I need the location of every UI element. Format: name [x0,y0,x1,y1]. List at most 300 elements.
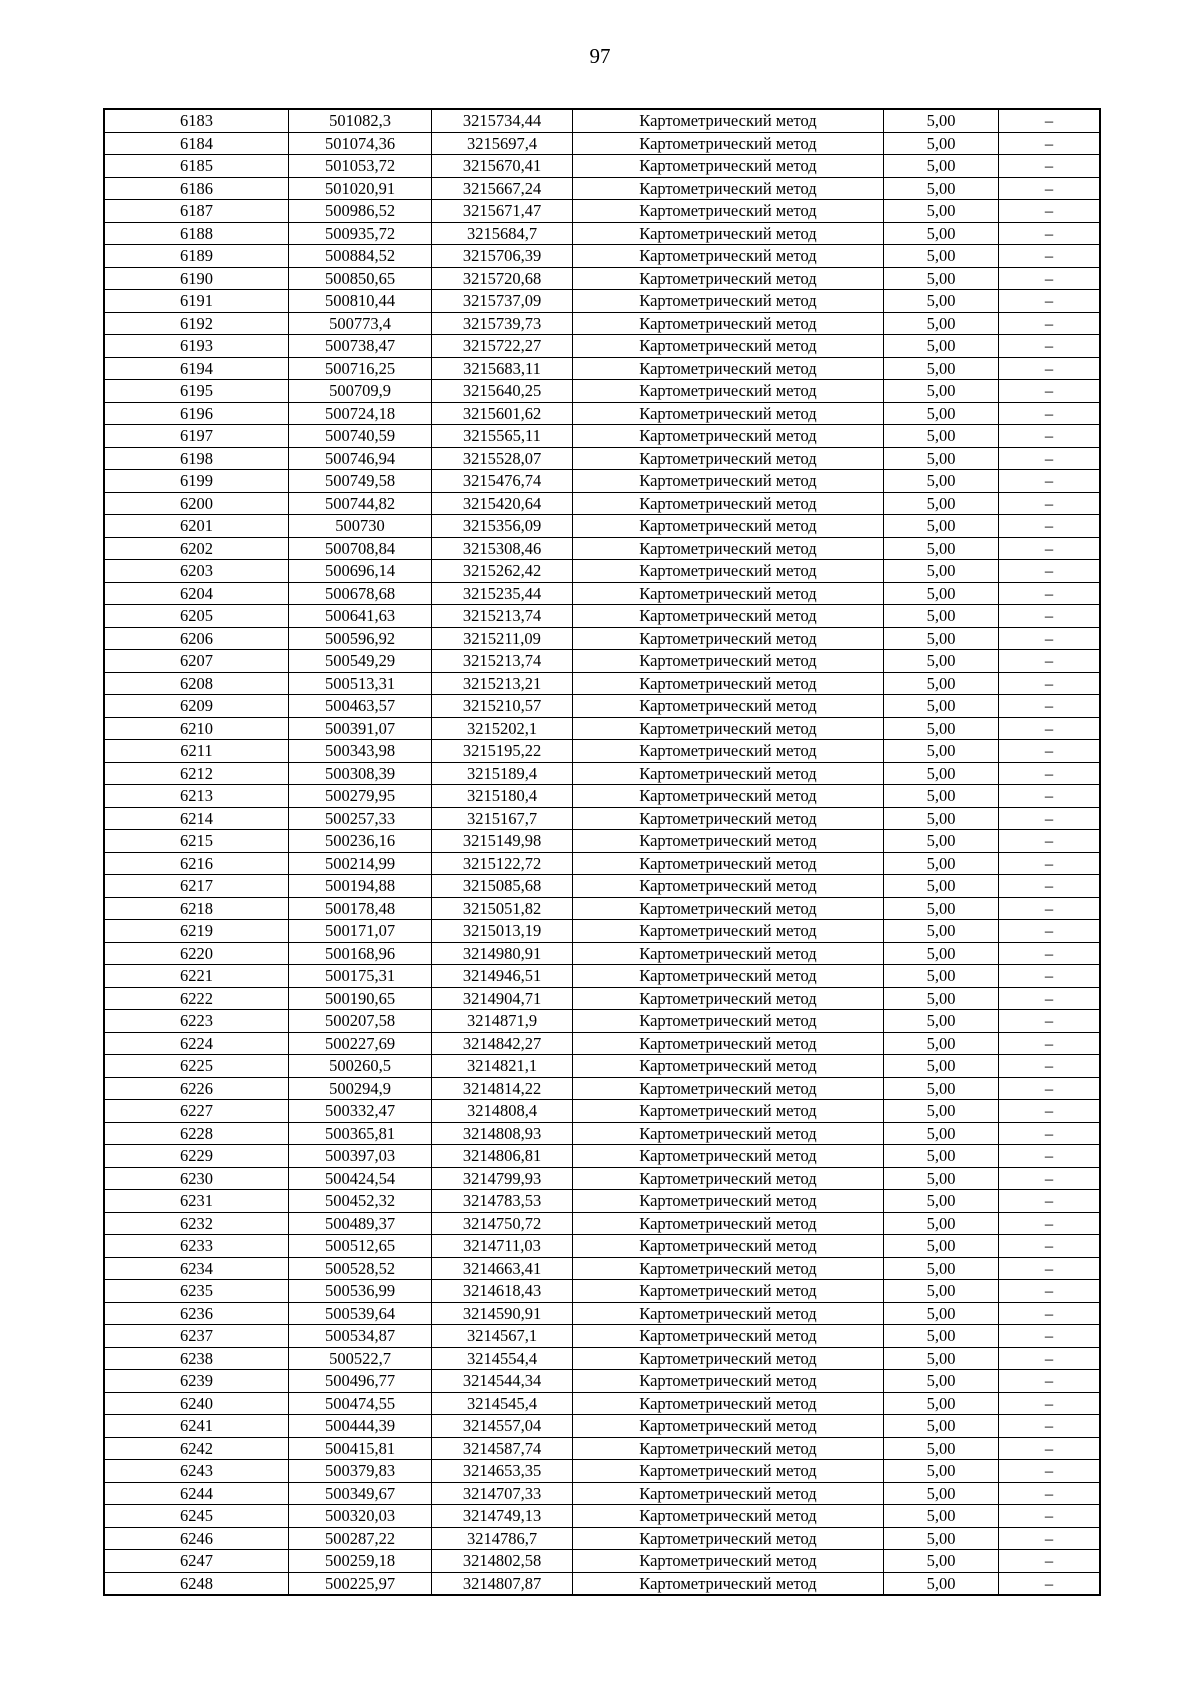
y-coordinate-cell: 3214567,1 [432,1325,573,1348]
method-cell: Картометрический метод [573,1392,884,1415]
point-number-cell: 6245 [104,1505,289,1528]
point-number-cell: 6225 [104,1055,289,1078]
table-row [104,920,1100,943]
description-cell: – [999,155,1101,178]
table-row [104,335,1100,358]
point-number-cell: 6246 [104,1527,289,1550]
accuracy-cell: 5,00 [884,785,999,808]
method-cell: Картометрический метод [573,1145,884,1168]
table-row [104,830,1100,853]
y-coordinate-cell: 3215202,1 [432,717,573,740]
accuracy-cell: 5,00 [884,1190,999,1213]
accuracy-cell: 5,00 [884,267,999,290]
table-row [104,1212,1100,1235]
description-cell: – [999,132,1101,155]
y-coordinate-cell: 3214653,35 [432,1460,573,1483]
point-number-cell: 6193 [104,335,289,358]
table-row [104,1280,1100,1303]
accuracy-cell: 5,00 [884,425,999,448]
y-coordinate-cell: 3215013,19 [432,920,573,943]
table-row [104,1527,1100,1550]
point-number-cell: 6208 [104,672,289,695]
x-coordinate-cell: 500397,03 [289,1145,432,1168]
table-row [104,515,1100,538]
description-cell: – [999,1032,1101,1055]
method-cell: Картометрический метод [573,1257,884,1280]
table-row [104,1370,1100,1393]
coordinates-table-body [104,109,1100,1595]
table-row [104,200,1100,223]
method-cell: Картометрический метод [573,582,884,605]
accuracy-cell: 5,00 [884,1145,999,1168]
method-cell: Картометрический метод [573,920,884,943]
description-cell: – [999,1392,1101,1415]
description-cell: – [999,740,1101,763]
y-coordinate-cell: 3214545,4 [432,1392,573,1415]
point-number-cell: 6247 [104,1550,289,1573]
description-cell: – [999,109,1101,132]
table-row [104,1257,1100,1280]
description-cell: – [999,515,1101,538]
point-number-cell: 6188 [104,222,289,245]
accuracy-cell: 5,00 [884,335,999,358]
table-row [104,695,1100,718]
accuracy-cell: 5,00 [884,515,999,538]
x-coordinate-cell: 500496,77 [289,1370,432,1393]
y-coordinate-cell: 3214587,74 [432,1437,573,1460]
y-coordinate-cell: 3215213,74 [432,650,573,673]
description-cell: – [999,1055,1101,1078]
description-cell: – [999,605,1101,628]
method-cell: Картометрический метод [573,807,884,830]
point-number-cell: 6206 [104,627,289,650]
point-number-cell: 6195 [104,380,289,403]
method-cell: Картометрический метод [573,1122,884,1145]
method-cell: Картометрический метод [573,1437,884,1460]
method-cell: Картометрический метод [573,965,884,988]
method-cell: Картометрический метод [573,1415,884,1438]
y-coordinate-cell: 3215235,44 [432,582,573,605]
accuracy-cell: 5,00 [884,1415,999,1438]
accuracy-cell: 5,00 [884,1257,999,1280]
method-cell: Картометрический метод [573,357,884,380]
table-row [104,762,1100,785]
point-number-cell: 6241 [104,1415,289,1438]
method-cell: Картометрический метод [573,492,884,515]
x-coordinate-cell: 500474,55 [289,1392,432,1415]
point-number-cell: 6231 [104,1190,289,1213]
x-coordinate-cell: 500175,31 [289,965,432,988]
point-number-cell: 6223 [104,1010,289,1033]
x-coordinate-cell: 500279,95 [289,785,432,808]
accuracy-cell: 5,00 [884,830,999,853]
x-coordinate-cell: 500512,65 [289,1235,432,1258]
accuracy-cell: 5,00 [884,1010,999,1033]
point-number-cell: 6197 [104,425,289,448]
y-coordinate-cell: 3215734,44 [432,109,573,132]
description-cell: – [999,650,1101,673]
y-coordinate-cell: 3215720,68 [432,267,573,290]
y-coordinate-cell: 3215697,4 [432,132,573,155]
point-number-cell: 6205 [104,605,289,628]
method-cell: Картометрический метод [573,537,884,560]
point-number-cell: 6221 [104,965,289,988]
method-cell: Картометрический метод [573,222,884,245]
y-coordinate-cell: 3215213,74 [432,605,573,628]
table-row [104,1437,1100,1460]
x-coordinate-cell: 500168,96 [289,942,432,965]
x-coordinate-cell: 500986,52 [289,200,432,223]
y-coordinate-cell: 3214544,34 [432,1370,573,1393]
x-coordinate-cell: 500190,65 [289,987,432,1010]
accuracy-cell: 5,00 [884,155,999,178]
table-row [104,290,1100,313]
table-row [104,1392,1100,1415]
x-coordinate-cell: 500225,97 [289,1572,432,1595]
accuracy-cell: 5,00 [884,245,999,268]
description-cell: – [999,245,1101,268]
accuracy-cell: 5,00 [884,200,999,223]
y-coordinate-cell: 3215051,82 [432,897,573,920]
method-cell: Картометрический метод [573,1572,884,1595]
coordinates-table [103,108,1101,1596]
description-cell: – [999,1527,1101,1550]
x-coordinate-cell: 500257,33 [289,807,432,830]
y-coordinate-cell: 3215085,68 [432,875,573,898]
table-row [104,1032,1100,1055]
x-coordinate-cell: 500207,58 [289,1010,432,1033]
x-coordinate-cell: 500596,92 [289,627,432,650]
description-cell: – [999,312,1101,335]
accuracy-cell: 5,00 [884,1167,999,1190]
y-coordinate-cell: 3215476,74 [432,470,573,493]
table-row [104,537,1100,560]
description-cell: – [999,1212,1101,1235]
y-coordinate-cell: 3215213,21 [432,672,573,695]
point-number-cell: 6198 [104,447,289,470]
x-coordinate-cell: 500549,29 [289,650,432,673]
description-cell: – [999,1122,1101,1145]
description-cell: – [999,402,1101,425]
table-row [104,402,1100,425]
method-cell: Картометрический метод [573,875,884,898]
accuracy-cell: 5,00 [884,1437,999,1460]
y-coordinate-cell: 3215528,07 [432,447,573,470]
table-row [104,740,1100,763]
method-cell: Картометрический метод [573,177,884,200]
y-coordinate-cell: 3214707,33 [432,1482,573,1505]
x-coordinate-cell: 500773,4 [289,312,432,335]
accuracy-cell: 5,00 [884,650,999,673]
accuracy-cell: 5,00 [884,380,999,403]
x-coordinate-cell: 500730 [289,515,432,538]
method-cell: Картометрический метод [573,560,884,583]
point-number-cell: 6203 [104,560,289,583]
y-coordinate-cell: 3215180,4 [432,785,573,808]
x-coordinate-cell: 500194,88 [289,875,432,898]
table-row [104,942,1100,965]
method-cell: Картометрический метод [573,155,884,178]
method-cell: Картометрический метод [573,335,884,358]
method-cell: Картометрический метод [573,1347,884,1370]
method-cell: Картометрический метод [573,987,884,1010]
description-cell: – [999,830,1101,853]
description-cell: – [999,177,1101,200]
point-number-cell: 6212 [104,762,289,785]
description-cell: – [999,965,1101,988]
point-number-cell: 6240 [104,1392,289,1415]
x-coordinate-cell: 500935,72 [289,222,432,245]
method-cell: Картометрический метод [573,380,884,403]
description-cell: – [999,672,1101,695]
description-cell: – [999,1370,1101,1393]
y-coordinate-cell: 3214786,7 [432,1527,573,1550]
y-coordinate-cell: 3214806,81 [432,1145,573,1168]
accuracy-cell: 5,00 [884,357,999,380]
accuracy-cell: 5,00 [884,560,999,583]
accuracy-cell: 5,00 [884,1100,999,1123]
y-coordinate-cell: 3215684,7 [432,222,573,245]
description-cell: – [999,357,1101,380]
accuracy-cell: 5,00 [884,582,999,605]
accuracy-cell: 5,00 [884,672,999,695]
method-cell: Картометрический метод [573,830,884,853]
accuracy-cell: 5,00 [884,897,999,920]
description-cell: – [999,942,1101,965]
point-number-cell: 6211 [104,740,289,763]
method-cell: Картометрический метод [573,785,884,808]
description-cell: – [999,875,1101,898]
point-number-cell: 6204 [104,582,289,605]
description-cell: – [999,425,1101,448]
x-coordinate-cell: 500259,18 [289,1550,432,1573]
description-cell: – [999,222,1101,245]
table-row [104,785,1100,808]
method-cell: Картометрический метод [573,627,884,650]
table-row [104,245,1100,268]
y-coordinate-cell: 3215640,25 [432,380,573,403]
description-cell: – [999,290,1101,313]
method-cell: Картометрический метод [573,650,884,673]
table-row [104,1190,1100,1213]
table-row [104,1145,1100,1168]
table-row [104,222,1100,245]
method-cell: Картометрический метод [573,1077,884,1100]
point-number-cell: 6217 [104,875,289,898]
x-coordinate-cell: 500214,99 [289,852,432,875]
y-coordinate-cell: 3214871,9 [432,1010,573,1033]
table-row [104,650,1100,673]
point-number-cell: 6201 [104,515,289,538]
accuracy-cell: 5,00 [884,852,999,875]
point-number-cell: 6219 [104,920,289,943]
x-coordinate-cell: 500236,16 [289,830,432,853]
table-row [104,1167,1100,1190]
x-coordinate-cell: 500513,31 [289,672,432,695]
accuracy-cell: 5,00 [884,1392,999,1415]
x-coordinate-cell: 500171,07 [289,920,432,943]
x-coordinate-cell: 500534,87 [289,1325,432,1348]
accuracy-cell: 5,00 [884,1347,999,1370]
method-cell: Картометрический метод [573,1325,884,1348]
y-coordinate-cell: 3214842,27 [432,1032,573,1055]
description-cell: – [999,897,1101,920]
x-coordinate-cell: 500415,81 [289,1437,432,1460]
accuracy-cell: 5,00 [884,1325,999,1348]
point-number-cell: 6199 [104,470,289,493]
description-cell: – [999,1167,1101,1190]
accuracy-cell: 5,00 [884,1212,999,1235]
y-coordinate-cell: 3215122,72 [432,852,573,875]
point-number-cell: 6192 [104,312,289,335]
method-cell: Картометрический метод [573,717,884,740]
y-coordinate-cell: 3214808,4 [432,1100,573,1123]
description-cell: – [999,695,1101,718]
table-row [104,897,1100,920]
y-coordinate-cell: 3214618,43 [432,1280,573,1303]
description-cell: – [999,1302,1101,1325]
method-cell: Картометрический метод [573,1527,884,1550]
method-cell: Картометрический метод [573,1010,884,1033]
y-coordinate-cell: 3214904,71 [432,987,573,1010]
y-coordinate-cell: 3215189,4 [432,762,573,785]
description-cell: – [999,537,1101,560]
y-coordinate-cell: 3215670,41 [432,155,573,178]
table-row [104,1347,1100,1370]
accuracy-cell: 5,00 [884,492,999,515]
accuracy-cell: 5,00 [884,132,999,155]
description-cell: – [999,492,1101,515]
x-coordinate-cell: 500444,39 [289,1415,432,1438]
accuracy-cell: 5,00 [884,965,999,988]
description-cell: – [999,335,1101,358]
table-row [104,1415,1100,1438]
x-coordinate-cell: 500178,48 [289,897,432,920]
x-coordinate-cell: 500489,37 [289,1212,432,1235]
x-coordinate-cell: 500678,68 [289,582,432,605]
x-coordinate-cell: 500294,9 [289,1077,432,1100]
accuracy-cell: 5,00 [884,1280,999,1303]
accuracy-cell: 5,00 [884,1122,999,1145]
point-number-cell: 6239 [104,1370,289,1393]
point-number-cell: 6184 [104,132,289,155]
accuracy-cell: 5,00 [884,740,999,763]
x-coordinate-cell: 500539,64 [289,1302,432,1325]
y-coordinate-cell: 3215356,09 [432,515,573,538]
table-row [104,1235,1100,1258]
x-coordinate-cell: 500850,65 [289,267,432,290]
description-cell: – [999,470,1101,493]
y-coordinate-cell: 3214808,93 [432,1122,573,1145]
accuracy-cell: 5,00 [884,695,999,718]
method-cell: Картометрический метод [573,312,884,335]
table-row [104,560,1100,583]
accuracy-cell: 5,00 [884,1572,999,1595]
accuracy-cell: 5,00 [884,807,999,830]
y-coordinate-cell: 3215195,22 [432,740,573,763]
point-number-cell: 6218 [104,897,289,920]
y-coordinate-cell: 3215211,09 [432,627,573,650]
x-coordinate-cell: 501053,72 [289,155,432,178]
y-coordinate-cell: 3215683,11 [432,357,573,380]
y-coordinate-cell: 3214946,51 [432,965,573,988]
description-cell: – [999,785,1101,808]
accuracy-cell: 5,00 [884,1055,999,1078]
point-number-cell: 6187 [104,200,289,223]
table-row [104,987,1100,1010]
point-number-cell: 6235 [104,1280,289,1303]
x-coordinate-cell: 500810,44 [289,290,432,313]
accuracy-cell: 5,00 [884,402,999,425]
accuracy-cell: 5,00 [884,222,999,245]
table-row [104,109,1100,132]
x-coordinate-cell: 500740,59 [289,425,432,448]
x-coordinate-cell: 500260,5 [289,1055,432,1078]
accuracy-cell: 5,00 [884,1370,999,1393]
accuracy-cell: 5,00 [884,987,999,1010]
point-number-cell: 6243 [104,1460,289,1483]
table-row [104,492,1100,515]
accuracy-cell: 5,00 [884,762,999,785]
x-coordinate-cell: 500716,25 [289,357,432,380]
y-coordinate-cell: 3215149,98 [432,830,573,853]
page-number: 97 [589,44,611,68]
x-coordinate-cell: 500522,7 [289,1347,432,1370]
accuracy-cell: 5,00 [884,470,999,493]
method-cell: Картометрический метод [573,109,884,132]
table-row [104,380,1100,403]
point-number-cell: 6238 [104,1347,289,1370]
description-cell: – [999,1235,1101,1258]
y-coordinate-cell: 3214554,4 [432,1347,573,1370]
y-coordinate-cell: 3214783,53 [432,1190,573,1213]
description-cell: – [999,920,1101,943]
method-cell: Картометрический метод [573,1212,884,1235]
description-cell: – [999,1077,1101,1100]
x-coordinate-cell: 500746,94 [289,447,432,470]
description-cell: – [999,1572,1101,1595]
x-coordinate-cell: 500308,39 [289,762,432,785]
x-coordinate-cell: 500641,63 [289,605,432,628]
x-coordinate-cell: 500749,58 [289,470,432,493]
x-coordinate-cell: 500365,81 [289,1122,432,1145]
table-row [104,447,1100,470]
method-cell: Картометрический метод [573,1100,884,1123]
description-cell: – [999,560,1101,583]
method-cell: Картометрический метод [573,852,884,875]
method-cell: Картометрический метод [573,1190,884,1213]
y-coordinate-cell: 3215722,27 [432,335,573,358]
y-coordinate-cell: 3214980,91 [432,942,573,965]
point-number-cell: 6229 [104,1145,289,1168]
x-coordinate-cell: 500343,98 [289,740,432,763]
y-coordinate-cell: 3214750,72 [432,1212,573,1235]
x-coordinate-cell: 500287,22 [289,1527,432,1550]
method-cell: Картометрический метод [573,200,884,223]
method-cell: Картометрический метод [573,290,884,313]
x-coordinate-cell: 500391,07 [289,717,432,740]
accuracy-cell: 5,00 [884,1302,999,1325]
description-cell: – [999,1257,1101,1280]
point-number-cell: 6248 [104,1572,289,1595]
point-number-cell: 6236 [104,1302,289,1325]
description-cell: – [999,1100,1101,1123]
table-row [104,312,1100,335]
description-cell: – [999,1145,1101,1168]
y-coordinate-cell: 3214799,93 [432,1167,573,1190]
point-number-cell: 6216 [104,852,289,875]
method-cell: Картометрический метод [573,1302,884,1325]
